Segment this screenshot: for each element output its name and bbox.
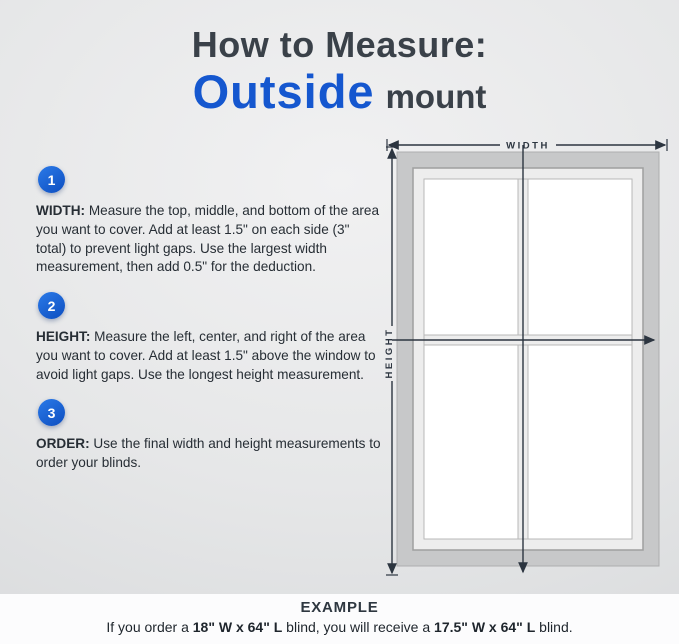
example-middle: blind, you will receive a <box>282 619 435 635</box>
step-3-badge: 3 <box>38 399 65 426</box>
step-2-text <box>36 328 382 384</box>
page-title <box>0 24 679 118</box>
step-width <box>36 166 382 277</box>
example-suffix: blind. <box>535 619 573 635</box>
example-receive-size: 17.5" W x 64" L <box>434 619 536 635</box>
steps-list <box>36 166 382 488</box>
example-prefix: If you order a <box>106 619 193 635</box>
step-1-body: Measure the top, middle, and bottom of the area you want to cover. Add at least 1.5" on each side (3" total) to prevent light gaps. Use the largest width measurement, then add 0.5" for the deduction. <box>36 203 380 275</box>
step-2-label: HEIGHT: <box>36 329 91 344</box>
step-1-badge: 1 <box>38 166 65 193</box>
example-sentence <box>0 619 679 635</box>
example-order-size: 18" W x 64" L <box>192 619 283 635</box>
step-1-label: WIDTH: <box>36 203 86 218</box>
step-2-body: Measure the left, center, and right of the area you want to cover. Add at least 1.5" above the window to avoid light gaps. Use the longest height measurement. <box>36 329 376 382</box>
title-accent: Outside <box>192 65 375 118</box>
example-section <box>0 594 679 644</box>
window-measurement-diagram <box>375 128 675 596</box>
title-line2 <box>0 66 679 118</box>
example-heading: EXAMPLE <box>300 599 379 616</box>
step-3-text <box>36 435 382 473</box>
height-label: HEIGHT <box>384 327 395 379</box>
title-suffix: mount <box>385 78 487 115</box>
width-label: WIDTH <box>506 140 550 152</box>
step-1-text <box>36 202 382 277</box>
step-3-label: ORDER: <box>36 436 90 452</box>
step-height <box>36 292 382 384</box>
title-line1: How to Measure: <box>191 24 488 65</box>
step-order <box>36 399 382 473</box>
step-3-body: Use the final width and height measurements to order your blinds. <box>36 436 381 470</box>
step-2-badge: 2 <box>38 292 65 319</box>
